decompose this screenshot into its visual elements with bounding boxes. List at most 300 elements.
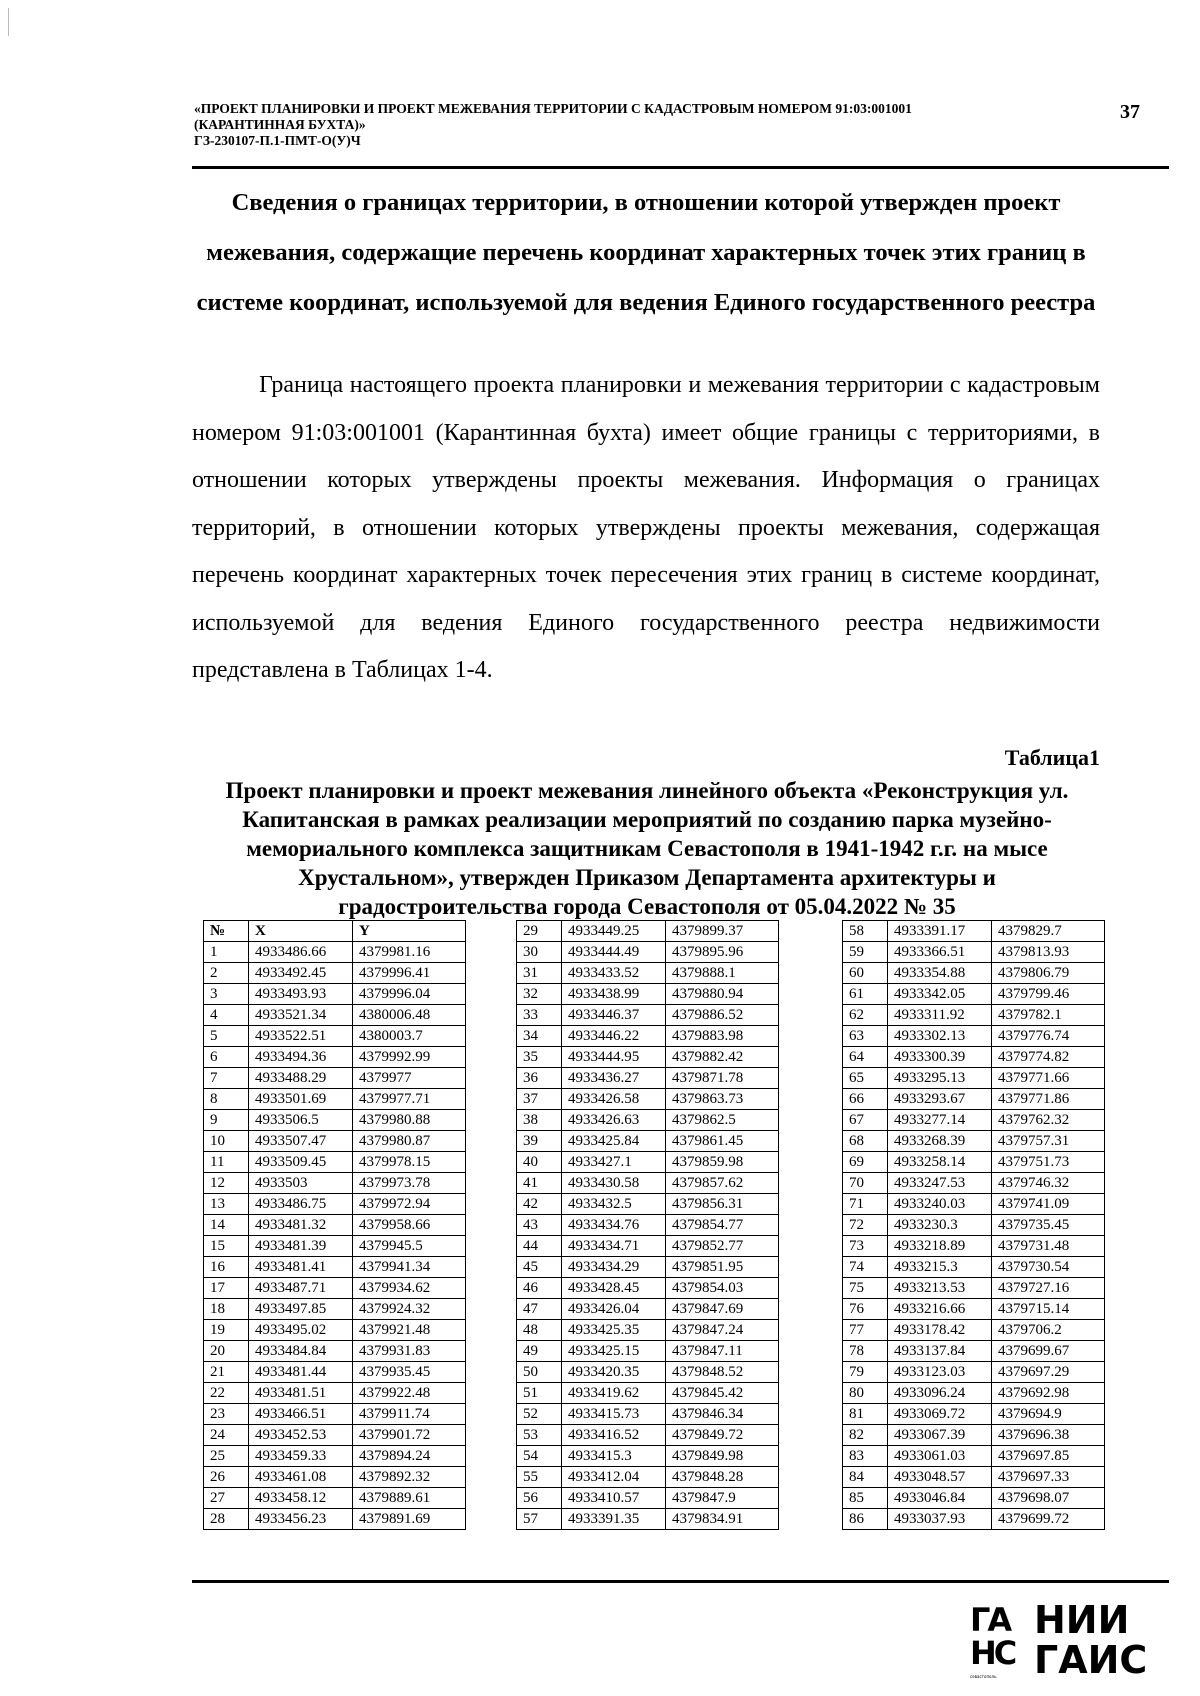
table-label: Таблица1 <box>1004 745 1100 770</box>
table-row <box>843 1509 1105 1530</box>
point-number-cell: 43 <box>517 1215 562 1236</box>
point-number-cell: 83 <box>843 1446 888 1467</box>
table-row <box>204 1320 466 1341</box>
x-coordinate-cell: 4933493.93 <box>249 984 353 1005</box>
x-coordinate-cell: 4933461.08 <box>249 1467 353 1488</box>
table-row <box>843 963 1105 984</box>
y-coordinate-cell: 4379845.42 <box>666 1383 779 1404</box>
y-coordinate-cell: 4379849.72 <box>666 1425 779 1446</box>
y-coordinate-cell: 4379888.1 <box>666 963 779 984</box>
point-number-cell: 73 <box>843 1236 888 1257</box>
y-coordinate-cell: 4379757.31 <box>992 1131 1105 1152</box>
table-row <box>843 1257 1105 1278</box>
point-number-cell: 84 <box>843 1467 888 1488</box>
y-coordinate-cell: 4379751.73 <box>992 1152 1105 1173</box>
y-coordinate-cell: 4379862.5 <box>666 1110 779 1131</box>
table-row <box>843 1446 1105 1467</box>
x-coordinate-cell: 4933432.5 <box>562 1194 666 1215</box>
y-coordinate-cell: 4379731.48 <box>992 1236 1105 1257</box>
x-coordinate-cell: 4933046.84 <box>888 1488 992 1509</box>
table-row <box>843 1131 1105 1152</box>
point-number-cell: 35 <box>517 1047 562 1068</box>
y-coordinate-cell: 4379834.91 <box>666 1509 779 1530</box>
y-coordinate-cell: 4379706.2 <box>992 1320 1105 1341</box>
point-number-cell: 67 <box>843 1110 888 1131</box>
x-coordinate-cell: 4933178.42 <box>888 1320 992 1341</box>
coordinate-table-1 <box>203 920 466 1530</box>
table-row <box>843 1026 1105 1047</box>
y-coordinate-cell: 4379996.04 <box>353 984 466 1005</box>
y-coordinate-cell: 4379774.82 <box>992 1047 1105 1068</box>
table-row <box>517 1110 779 1131</box>
table-row <box>517 1299 779 1320</box>
y-coordinate-cell: 4379813.93 <box>992 942 1105 963</box>
table-row <box>517 963 779 984</box>
table-row <box>517 942 779 963</box>
table-row <box>843 1425 1105 1446</box>
nii-gais-logo <box>970 1600 1170 1682</box>
x-coordinate-cell: 4933456.23 <box>249 1509 353 1530</box>
point-number-cell: 19 <box>204 1320 249 1341</box>
x-coordinate-cell: 4933434.29 <box>562 1257 666 1278</box>
point-number-cell: 48 <box>517 1320 562 1341</box>
point-number-cell: 21 <box>204 1362 249 1383</box>
x-coordinate-cell: 4933495.02 <box>249 1320 353 1341</box>
table-row <box>204 942 466 963</box>
point-number-cell: 86 <box>843 1509 888 1530</box>
y-coordinate-cell: 4379698.07 <box>992 1488 1105 1509</box>
y-coordinate-cell: 4379846.34 <box>666 1404 779 1425</box>
y-coordinate-cell: 4379996.41 <box>353 963 466 984</box>
x-coordinate-cell: 4933459.33 <box>249 1446 353 1467</box>
point-number-cell: 64 <box>843 1047 888 1068</box>
point-number-cell: 2 <box>204 963 249 984</box>
x-coordinate-cell: 4933230.3 <box>888 1215 992 1236</box>
table-row <box>843 921 1105 942</box>
table-row <box>204 984 466 1005</box>
x-coordinate-cell: 4933412.04 <box>562 1467 666 1488</box>
x-coordinate-cell: 4933481.41 <box>249 1257 353 1278</box>
y-coordinate-cell: 4379871.78 <box>666 1068 779 1089</box>
logo-mark-line1: ГА <box>970 1601 1010 1639</box>
y-coordinate-cell: 4379847.11 <box>666 1341 779 1362</box>
x-coordinate-cell: 4933427.1 <box>562 1152 666 1173</box>
table-row <box>843 1383 1105 1404</box>
point-number-cell: 1 <box>204 942 249 963</box>
table-row <box>204 1068 466 1089</box>
table-row <box>843 1047 1105 1068</box>
table-row <box>517 1152 779 1173</box>
logo-wordmark <box>1034 1600 1147 1680</box>
point-number-cell: 60 <box>843 963 888 984</box>
x-coordinate-cell: 4933522.51 <box>249 1026 353 1047</box>
y-coordinate-cell: 4379699.67 <box>992 1341 1105 1362</box>
y-coordinate-cell: 4379829.7 <box>992 921 1105 942</box>
point-number-cell: 45 <box>517 1257 562 1278</box>
x-coordinate-cell: 4933444.95 <box>562 1047 666 1068</box>
x-coordinate-cell: 4933069.72 <box>888 1404 992 1425</box>
table-row <box>204 1467 466 1488</box>
y-coordinate-cell: 4379935.45 <box>353 1362 466 1383</box>
point-number-cell: 68 <box>843 1131 888 1152</box>
table-row <box>843 1005 1105 1026</box>
y-coordinate-cell: 4379847.69 <box>666 1299 779 1320</box>
table-row <box>843 1236 1105 1257</box>
y-coordinate-cell: 4379762.32 <box>992 1110 1105 1131</box>
table-row <box>517 1488 779 1509</box>
x-coordinate-cell: 4933484.84 <box>249 1341 353 1362</box>
x-coordinate-cell: 4933487.71 <box>249 1278 353 1299</box>
y-coordinate-cell: 4379859.98 <box>666 1152 779 1173</box>
table-row <box>517 1425 779 1446</box>
table-row <box>517 1236 779 1257</box>
x-coordinate-cell: 4933433.52 <box>562 963 666 984</box>
y-coordinate-cell: 4379861.45 <box>666 1131 779 1152</box>
point-number-cell: 17 <box>204 1278 249 1299</box>
x-coordinate-cell: 4933497.85 <box>249 1299 353 1320</box>
table-row <box>843 1068 1105 1089</box>
table-row <box>517 1404 779 1425</box>
y-coordinate-cell: 4379992.99 <box>353 1047 466 1068</box>
table-row <box>843 1278 1105 1299</box>
x-coordinate-cell: 4933295.13 <box>888 1068 992 1089</box>
x-coordinate-cell: 4933446.22 <box>562 1026 666 1047</box>
x-coordinate-cell: 4933492.45 <box>249 963 353 984</box>
point-number-cell: 9 <box>204 1110 249 1131</box>
y-coordinate-cell: 4379699.72 <box>992 1509 1105 1530</box>
point-number-cell: 22 <box>204 1383 249 1404</box>
x-coordinate-cell: 4933419.62 <box>562 1383 666 1404</box>
point-number-cell: 77 <box>843 1320 888 1341</box>
point-number-cell: 81 <box>843 1404 888 1425</box>
table-row <box>517 1362 779 1383</box>
y-coordinate-cell: 4380006.48 <box>353 1005 466 1026</box>
x-coordinate-cell: 4933466.51 <box>249 1404 353 1425</box>
y-coordinate-cell: 4379857.62 <box>666 1173 779 1194</box>
point-number-cell: 49 <box>517 1341 562 1362</box>
table-header-cell: Y <box>353 921 466 942</box>
table-row <box>204 1173 466 1194</box>
table-row <box>204 1299 466 1320</box>
point-number-cell: 42 <box>517 1194 562 1215</box>
point-number-cell: 78 <box>843 1341 888 1362</box>
x-coordinate-cell: 4933509.45 <box>249 1152 353 1173</box>
table-row <box>204 1278 466 1299</box>
x-coordinate-cell: 4933366.51 <box>888 942 992 963</box>
x-coordinate-cell: 4933503 <box>249 1173 353 1194</box>
y-coordinate-cell: 4379852.77 <box>666 1236 779 1257</box>
y-coordinate-cell: 4379746.32 <box>992 1173 1105 1194</box>
table-row <box>204 1236 466 1257</box>
point-number-cell: 62 <box>843 1005 888 1026</box>
table-row <box>204 963 466 984</box>
point-number-cell: 10 <box>204 1131 249 1152</box>
table-row <box>843 1110 1105 1131</box>
table-row <box>843 984 1105 1005</box>
x-coordinate-cell: 4933216.66 <box>888 1299 992 1320</box>
point-number-cell: 39 <box>517 1131 562 1152</box>
point-number-cell: 72 <box>843 1215 888 1236</box>
x-coordinate-cell: 4933452.53 <box>249 1425 353 1446</box>
y-coordinate-cell: 4379882.42 <box>666 1047 779 1068</box>
header-divider <box>192 166 1169 169</box>
table-row <box>204 1257 466 1278</box>
point-number-cell: 79 <box>843 1362 888 1383</box>
x-coordinate-cell: 4933494.36 <box>249 1047 353 1068</box>
y-coordinate-cell: 4379697.29 <box>992 1362 1105 1383</box>
point-number-cell: 85 <box>843 1488 888 1509</box>
table-row <box>843 1194 1105 1215</box>
y-coordinate-cell: 4379980.88 <box>353 1110 466 1131</box>
y-coordinate-cell: 4379847.9 <box>666 1488 779 1509</box>
point-number-cell: 7 <box>204 1068 249 1089</box>
y-coordinate-cell: 4379977 <box>353 1068 466 1089</box>
table-row <box>517 1320 779 1341</box>
table-row <box>204 1131 466 1152</box>
point-number-cell: 3 <box>204 984 249 1005</box>
x-coordinate-cell: 4933501.69 <box>249 1089 353 1110</box>
point-number-cell: 54 <box>517 1446 562 1467</box>
x-coordinate-cell: 4933048.57 <box>888 1467 992 1488</box>
table-row <box>517 921 779 942</box>
table-row <box>517 1446 779 1467</box>
table-row <box>843 1341 1105 1362</box>
y-coordinate-cell: 4379856.31 <box>666 1194 779 1215</box>
table-row <box>517 1383 779 1404</box>
y-coordinate-cell: 4379922.48 <box>353 1383 466 1404</box>
point-number-cell: 58 <box>843 921 888 942</box>
x-coordinate-cell: 4933061.03 <box>888 1446 992 1467</box>
y-coordinate-cell: 4379776.74 <box>992 1026 1105 1047</box>
table-row <box>204 1362 466 1383</box>
point-number-cell: 12 <box>204 1173 249 1194</box>
logo-mark-line2: НС <box>970 1634 1015 1672</box>
y-coordinate-cell: 4379715.14 <box>992 1299 1105 1320</box>
table-row <box>204 1089 466 1110</box>
table-header-row <box>204 921 466 942</box>
point-number-cell: 55 <box>517 1467 562 1488</box>
x-coordinate-cell: 4933506.5 <box>249 1110 353 1131</box>
x-coordinate-cell: 4933425.35 <box>562 1320 666 1341</box>
point-number-cell: 28 <box>204 1509 249 1530</box>
y-coordinate-cell: 4379886.52 <box>666 1005 779 1026</box>
point-number-cell: 56 <box>517 1488 562 1509</box>
y-coordinate-cell: 4379899.37 <box>666 921 779 942</box>
x-coordinate-cell: 4933481.44 <box>249 1362 353 1383</box>
table-row <box>517 1194 779 1215</box>
table-row <box>204 1383 466 1404</box>
table-row <box>517 984 779 1005</box>
y-coordinate-cell: 4379849.98 <box>666 1446 779 1467</box>
y-coordinate-cell: 4379848.52 <box>666 1362 779 1383</box>
table-row <box>843 1467 1105 1488</box>
y-coordinate-cell: 4379730.54 <box>992 1257 1105 1278</box>
table-row <box>843 1404 1105 1425</box>
point-number-cell: 31 <box>517 963 562 984</box>
x-coordinate-cell: 4933420.35 <box>562 1362 666 1383</box>
x-coordinate-cell: 4933434.71 <box>562 1236 666 1257</box>
x-coordinate-cell: 4933096.24 <box>888 1383 992 1404</box>
x-coordinate-cell: 4933444.49 <box>562 942 666 963</box>
point-number-cell: 52 <box>517 1404 562 1425</box>
table-row <box>204 1341 466 1362</box>
y-coordinate-cell: 4379945.5 <box>353 1236 466 1257</box>
x-coordinate-cell: 4933416.52 <box>562 1425 666 1446</box>
y-coordinate-cell: 4379854.03 <box>666 1278 779 1299</box>
header-document-code: ГЗ-230107-П.1-ПМТ-О(У)Ч <box>194 133 361 148</box>
x-coordinate-cell: 4933342.05 <box>888 984 992 1005</box>
y-coordinate-cell: 4379782.1 <box>992 1005 1105 1026</box>
table-row <box>517 1467 779 1488</box>
table-row <box>517 1278 779 1299</box>
point-number-cell: 69 <box>843 1152 888 1173</box>
point-number-cell: 37 <box>517 1089 562 1110</box>
y-coordinate-cell: 4379697.33 <box>992 1467 1105 1488</box>
y-coordinate-cell: 4379911.74 <box>353 1404 466 1425</box>
x-coordinate-cell: 4933240.03 <box>888 1194 992 1215</box>
table-row <box>517 1215 779 1236</box>
x-coordinate-cell: 4933311.92 <box>888 1005 992 1026</box>
point-number-cell: 47 <box>517 1299 562 1320</box>
x-coordinate-cell: 4933067.39 <box>888 1425 992 1446</box>
logo-mark-caption: севастополь <box>970 1674 997 1679</box>
point-number-cell: 4 <box>204 1005 249 1026</box>
point-number-cell: 18 <box>204 1299 249 1320</box>
scan-edge-mark <box>8 8 9 36</box>
coordinate-table-body <box>843 921 1105 1530</box>
y-coordinate-cell: 4379741.09 <box>992 1194 1105 1215</box>
x-coordinate-cell: 4933481.51 <box>249 1383 353 1404</box>
y-coordinate-cell: 4379901.72 <box>353 1425 466 1446</box>
x-coordinate-cell: 4933521.34 <box>249 1005 353 1026</box>
point-number-cell: 74 <box>843 1257 888 1278</box>
y-coordinate-cell: 4379806.79 <box>992 963 1105 984</box>
table-caption: Проект планировки и проект межевания линейного объекта «Реконструкция ул. Капитанская в рамках реализации мероприятий по созданию парка музейно-мемориального комплекса защитникам Севастополя в 1941-1942 г.г. на мысе Хрустальном», утвержден Приказом Департамента архитектуры и градостроительства города Севастополя от 05.04.2022 № 35 <box>225 778 1069 919</box>
x-coordinate-cell: 4933449.25 <box>562 921 666 942</box>
point-number-cell: 15 <box>204 1236 249 1257</box>
table-row <box>204 1404 466 1425</box>
x-coordinate-cell: 4933481.39 <box>249 1236 353 1257</box>
x-coordinate-cell: 4933438.99 <box>562 984 666 1005</box>
table-row <box>204 1026 466 1047</box>
point-number-cell: 71 <box>843 1194 888 1215</box>
y-coordinate-cell: 4379847.24 <box>666 1320 779 1341</box>
point-number-cell: 75 <box>843 1278 888 1299</box>
point-number-cell: 34 <box>517 1026 562 1047</box>
table-header-cell: X <box>249 921 353 942</box>
point-number-cell: 82 <box>843 1425 888 1446</box>
y-coordinate-cell: 4379934.62 <box>353 1278 466 1299</box>
point-number-cell: 26 <box>204 1467 249 1488</box>
point-number-cell: 41 <box>517 1173 562 1194</box>
point-number-cell: 33 <box>517 1005 562 1026</box>
x-coordinate-cell: 4933486.75 <box>249 1194 353 1215</box>
point-number-cell: 65 <box>843 1068 888 1089</box>
x-coordinate-cell: 4933258.14 <box>888 1152 992 1173</box>
document-header <box>194 101 1124 149</box>
x-coordinate-cell: 4933410.57 <box>562 1488 666 1509</box>
point-number-cell: 6 <box>204 1047 249 1068</box>
x-coordinate-cell: 4933481.32 <box>249 1215 353 1236</box>
table-row <box>204 1047 466 1068</box>
x-coordinate-cell: 4933123.03 <box>888 1362 992 1383</box>
point-number-cell: 24 <box>204 1425 249 1446</box>
point-number-cell: 29 <box>517 921 562 942</box>
point-number-cell: 80 <box>843 1383 888 1404</box>
x-coordinate-cell: 4933415.3 <box>562 1446 666 1467</box>
x-coordinate-cell: 4933426.63 <box>562 1110 666 1131</box>
x-coordinate-cell: 4933486.66 <box>249 942 353 963</box>
y-coordinate-cell: 4379799.46 <box>992 984 1105 1005</box>
x-coordinate-cell: 4933425.84 <box>562 1131 666 1152</box>
y-coordinate-cell: 4379924.32 <box>353 1299 466 1320</box>
table-row <box>204 1152 466 1173</box>
y-coordinate-cell: 4379727.16 <box>992 1278 1105 1299</box>
y-coordinate-cell: 4379697.85 <box>992 1446 1105 1467</box>
table-row <box>517 1257 779 1278</box>
table-row <box>517 1068 779 1089</box>
y-coordinate-cell: 4379921.48 <box>353 1320 466 1341</box>
point-number-cell: 13 <box>204 1194 249 1215</box>
y-coordinate-cell: 4379771.86 <box>992 1089 1105 1110</box>
table-row <box>843 1089 1105 1110</box>
table-row <box>843 942 1105 963</box>
point-number-cell: 38 <box>517 1110 562 1131</box>
y-coordinate-cell: 4379941.34 <box>353 1257 466 1278</box>
point-number-cell: 25 <box>204 1446 249 1467</box>
table-row <box>517 1173 779 1194</box>
point-number-cell: 63 <box>843 1026 888 1047</box>
x-coordinate-cell: 4933302.13 <box>888 1026 992 1047</box>
point-number-cell: 76 <box>843 1299 888 1320</box>
table-row <box>517 1026 779 1047</box>
y-coordinate-cell: 4379735.45 <box>992 1215 1105 1236</box>
table-row <box>843 1362 1105 1383</box>
x-coordinate-cell: 4933458.12 <box>249 1488 353 1509</box>
point-number-cell: 23 <box>204 1404 249 1425</box>
y-coordinate-cell: 4380003.7 <box>353 1026 466 1047</box>
x-coordinate-cell: 4933277.14 <box>888 1110 992 1131</box>
y-coordinate-cell: 4379883.98 <box>666 1026 779 1047</box>
x-coordinate-cell: 4933426.04 <box>562 1299 666 1320</box>
point-number-cell: 20 <box>204 1341 249 1362</box>
point-number-cell: 61 <box>843 984 888 1005</box>
x-coordinate-cell: 4933268.39 <box>888 1131 992 1152</box>
point-number-cell: 53 <box>517 1425 562 1446</box>
header-project-subtitle: (КАРАНТИННАЯ БУХТА)» <box>194 117 366 132</box>
table-row <box>843 1488 1105 1509</box>
x-coordinate-cell: 4933425.15 <box>562 1341 666 1362</box>
coordinate-table-body <box>517 921 779 1530</box>
page-number: 37 <box>1120 101 1140 123</box>
x-coordinate-cell: 4933218.89 <box>888 1236 992 1257</box>
table-row <box>517 1005 779 1026</box>
table-row <box>204 1194 466 1215</box>
logo-wordmark-line1: НИИ <box>1034 1598 1130 1642</box>
table-row <box>204 1215 466 1236</box>
y-coordinate-cell: 4379972.94 <box>353 1194 466 1215</box>
table-row <box>204 1005 466 1026</box>
header-project-title: «ПРОЕКТ ПЛАНИРОВКИ И ПРОЕКТ МЕЖЕВАНИЯ ТЕРРИТОРИИ С КАДАСТРОВЫМ НОМЕРОМ 91:03:001001 <box>194 101 912 116</box>
point-number-cell: 66 <box>843 1089 888 1110</box>
y-coordinate-cell: 4379980.87 <box>353 1131 466 1152</box>
y-coordinate-cell: 4379892.32 <box>353 1467 466 1488</box>
point-number-cell: 27 <box>204 1488 249 1509</box>
point-number-cell: 40 <box>517 1152 562 1173</box>
logo-wordmark-line2: ГАИС <box>1034 1638 1148 1682</box>
x-coordinate-cell: 4933354.88 <box>888 963 992 984</box>
section-title: Сведения о границах территории, в отношении которой утвержден проект межевания, содержащие перечень координат характерных точек этих границ в системе координат, используемой для ведения Единого государственного реестра <box>196 189 1096 316</box>
